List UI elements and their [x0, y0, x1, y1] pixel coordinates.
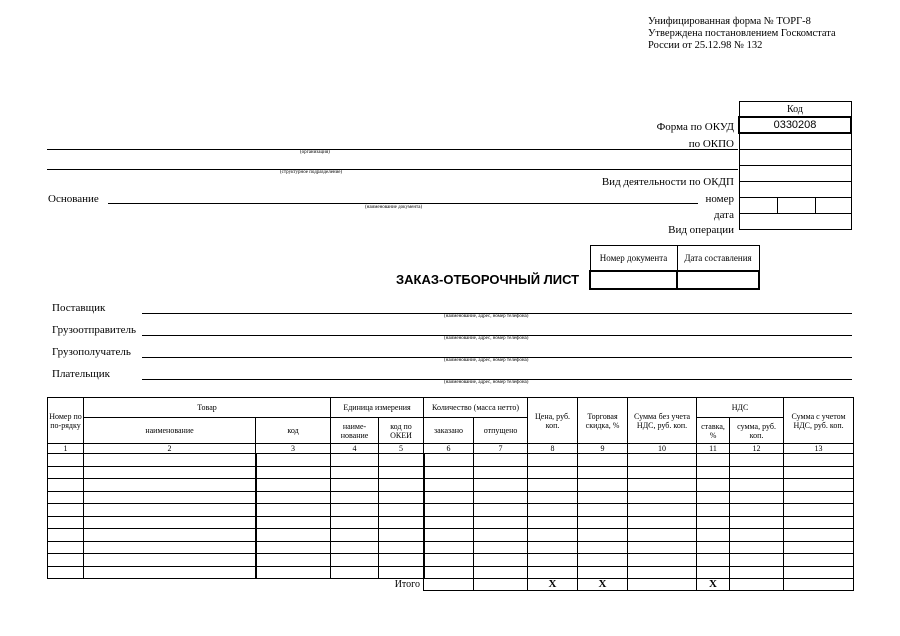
table-cell[interactable] — [578, 491, 628, 504]
table-cell[interactable] — [424, 491, 474, 504]
col-number: 12 — [730, 444, 784, 454]
col-number: 11 — [697, 444, 730, 454]
table-cell[interactable] — [474, 491, 528, 504]
header-qty-ordered: заказано — [424, 418, 474, 444]
table-cell[interactable] — [48, 466, 84, 479]
table-cell[interactable] — [628, 479, 697, 492]
header-price: Цена, руб. коп. — [528, 398, 578, 444]
table-row — [48, 541, 854, 554]
shipper-caption: (наименование, адрес, номер телефона) — [444, 336, 529, 341]
table-cell[interactable] — [528, 516, 578, 529]
table-cell[interactable] — [379, 479, 424, 492]
table-cell[interactable] — [474, 504, 528, 517]
table-cell[interactable] — [578, 466, 628, 479]
col-number: 6 — [424, 444, 474, 454]
table-cell[interactable] — [331, 554, 379, 567]
table-cell[interactable] — [730, 541, 784, 554]
table-row — [48, 454, 854, 467]
table-cell[interactable] — [730, 479, 784, 492]
total-vat-rate-x: X — [697, 579, 730, 591]
table-cell[interactable] — [256, 454, 331, 467]
doc-number-header: Номер документа — [590, 246, 677, 272]
table-cell[interactable] — [730, 491, 784, 504]
doc-number-field[interactable] — [590, 271, 677, 289]
table-cell[interactable] — [331, 516, 379, 529]
col-number: 3 — [256, 444, 331, 454]
table-cell[interactable] — [578, 529, 628, 542]
date-cell-3[interactable] — [815, 198, 851, 214]
table-cell[interactable] — [628, 566, 697, 579]
table-cell[interactable] — [578, 541, 628, 554]
table-cell[interactable] — [256, 566, 331, 579]
okpo-cell[interactable] — [739, 133, 851, 150]
total-sum-novat[interactable] — [628, 579, 697, 591]
table-cell[interactable] — [578, 516, 628, 529]
table-row — [48, 479, 854, 492]
supplier-caption: (наименование, адрес, номер телефона) — [444, 314, 529, 319]
table-cell[interactable] — [424, 454, 474, 467]
table-cell[interactable] — [578, 504, 628, 517]
col-number: 13 — [784, 444, 854, 454]
table-cell[interactable] — [84, 516, 256, 529]
table-cell[interactable] — [730, 454, 784, 467]
col-number: 9 — [578, 444, 628, 454]
table-cell[interactable] — [474, 566, 528, 579]
table-cell[interactable] — [424, 516, 474, 529]
total-ordered[interactable] — [424, 579, 474, 591]
doc-date-header: Дата составления — [677, 246, 759, 272]
okud-value: 0330208 — [739, 117, 851, 133]
organization-caption: (организация) — [300, 150, 330, 155]
total-vat-sum[interactable] — [730, 579, 784, 591]
table-cell[interactable] — [48, 491, 84, 504]
table-cell[interactable] — [48, 504, 84, 517]
table-cell[interactable] — [730, 529, 784, 542]
table-row — [48, 466, 854, 479]
table-cell[interactable] — [528, 566, 578, 579]
consignee-caption: (наименование, адрес, номер телефона) — [444, 358, 529, 363]
table-cell[interactable] — [48, 541, 84, 554]
doc-date-field[interactable] — [677, 271, 759, 289]
col-number: 8 — [528, 444, 578, 454]
header-vat: НДС — [697, 398, 784, 418]
table-cell[interactable] — [424, 504, 474, 517]
total-sum-vat[interactable] — [784, 579, 854, 591]
table-cell[interactable] — [730, 554, 784, 567]
total-released[interactable] — [474, 579, 528, 591]
table-cell[interactable] — [256, 491, 331, 504]
table-cell[interactable] — [784, 466, 854, 479]
table-cell[interactable] — [697, 529, 730, 542]
col-number: 2 — [84, 444, 256, 454]
header-goods: Товар — [84, 398, 331, 418]
table-cell[interactable] — [379, 454, 424, 467]
table-cell[interactable] — [379, 466, 424, 479]
header-unit: Единица измерения — [331, 398, 424, 418]
table-cell[interactable] — [628, 466, 697, 479]
table-row — [48, 554, 854, 567]
table-cell[interactable] — [578, 479, 628, 492]
okdp-cell[interactable] — [739, 166, 851, 182]
basis-line[interactable] — [108, 203, 698, 204]
table-cell[interactable] — [697, 504, 730, 517]
payer-label: Плательщик — [52, 368, 110, 380]
document-title: ЗАКАЗ-ОТБОРОЧНЫЙ ЛИСТ — [396, 272, 580, 287]
table-cell[interactable] — [784, 529, 854, 542]
header-vat-rate: ставка, % — [697, 418, 730, 444]
table-cell[interactable] — [84, 529, 256, 542]
table-cell[interactable] — [784, 566, 854, 579]
table-cell[interactable] — [256, 504, 331, 517]
table-cell[interactable] — [474, 454, 528, 467]
table-cell[interactable] — [697, 491, 730, 504]
table-cell[interactable] — [256, 466, 331, 479]
total-row — [48, 579, 854, 591]
okud-label: Форма по ОКУД — [656, 121, 734, 133]
table-cell[interactable] — [379, 529, 424, 542]
table-cell[interactable] — [331, 466, 379, 479]
table-cell[interactable] — [256, 479, 331, 492]
table-cell[interactable] — [48, 554, 84, 567]
table-cell[interactable] — [730, 516, 784, 529]
col-number: 4 — [331, 444, 379, 454]
total-price-x: X — [528, 579, 578, 591]
table-cell[interactable] — [697, 541, 730, 554]
table-cell[interactable] — [48, 566, 84, 579]
table-cell[interactable] — [784, 454, 854, 467]
header-unit-name: наиме-нование — [331, 418, 379, 444]
header-goods-name: наименование — [84, 418, 256, 444]
table-cell[interactable] — [331, 566, 379, 579]
table-cell[interactable] — [784, 491, 854, 504]
goods-table — [47, 397, 854, 591]
table-cell[interactable] — [697, 566, 730, 579]
table-cell[interactable] — [256, 529, 331, 542]
table-cell[interactable] — [424, 566, 474, 579]
table-cell[interactable] — [379, 566, 424, 579]
table-cell[interactable] — [697, 466, 730, 479]
header-vat-sum: сумма, руб. коп. — [730, 418, 784, 444]
table-cell[interactable] — [331, 454, 379, 467]
nomer-label: номер — [705, 193, 734, 205]
form-header-line3: России от 25.12.98 № 132 — [648, 40, 763, 51]
table-cell[interactable] — [379, 541, 424, 554]
table-cell[interactable] — [528, 554, 578, 567]
table-cell[interactable] — [48, 516, 84, 529]
table-cell[interactable] — [628, 541, 697, 554]
table-cell[interactable] — [84, 466, 256, 479]
table-cell[interactable] — [784, 516, 854, 529]
table-body — [48, 454, 854, 579]
table-cell[interactable] — [424, 479, 474, 492]
department-line[interactable] — [47, 169, 738, 170]
table-cell[interactable] — [528, 541, 578, 554]
table-row — [48, 566, 854, 579]
okpo-label: по ОКПО — [688, 138, 734, 150]
table-cell[interactable] — [628, 454, 697, 467]
header-discount: Торговая скидка, % — [578, 398, 628, 444]
table-cell[interactable] — [528, 504, 578, 517]
table-cell[interactable] — [697, 454, 730, 467]
table-cell[interactable] — [379, 516, 424, 529]
table-row — [48, 516, 854, 529]
table-cell[interactable] — [697, 479, 730, 492]
header-goods-code: код — [256, 418, 331, 444]
table-cell[interactable] — [784, 554, 854, 567]
table-row — [48, 529, 854, 542]
table-cell[interactable] — [578, 454, 628, 467]
table-cell[interactable] — [331, 479, 379, 492]
header-sum-novat: Сумма без учета НДС, руб. коп. — [628, 398, 697, 444]
operation-cell[interactable] — [739, 214, 851, 230]
table-cell[interactable] — [784, 541, 854, 554]
table-cell[interactable] — [730, 504, 784, 517]
table-cell[interactable] — [379, 554, 424, 567]
table-cell[interactable] — [628, 504, 697, 517]
header-sum-vat: Сумма с учетом НДС, руб. коп. — [784, 398, 854, 444]
date-cell-2[interactable] — [777, 198, 815, 214]
department-caption: (структурное подразделение) — [280, 170, 343, 175]
table-cell[interactable] — [528, 466, 578, 479]
table-cell[interactable] — [697, 516, 730, 529]
table-cell[interactable] — [474, 479, 528, 492]
table-cell[interactable] — [628, 529, 697, 542]
table-cell[interactable] — [379, 504, 424, 517]
table-cell[interactable] — [474, 516, 528, 529]
table-cell[interactable] — [528, 479, 578, 492]
table-cell[interactable] — [528, 454, 578, 467]
table-cell[interactable] — [84, 566, 256, 579]
code-header: Код — [739, 102, 851, 118]
form-header — [648, 16, 836, 52]
table-cell[interactable] — [331, 529, 379, 542]
table-cell[interactable] — [474, 541, 528, 554]
header-num: Номер по по-рядку — [48, 398, 84, 444]
table-cell[interactable] — [48, 454, 84, 467]
table-row — [48, 504, 854, 517]
basis-label: Основание — [48, 193, 99, 205]
table-cell[interactable] — [730, 466, 784, 479]
header-qty-released: отпущено — [474, 418, 528, 444]
table-cell[interactable] — [784, 504, 854, 517]
table-cell[interactable] — [578, 554, 628, 567]
col-number: 7 — [474, 444, 528, 454]
table-cell[interactable] — [256, 541, 331, 554]
consignee-label: Грузополучатель — [52, 346, 131, 358]
table-cell[interactable] — [628, 491, 697, 504]
table-cell[interactable] — [528, 529, 578, 542]
form-header-line2: Утверждена постановлением Госкомстата — [648, 28, 836, 39]
table-cell[interactable] — [331, 541, 379, 554]
table-cell[interactable] — [730, 566, 784, 579]
table-cell[interactable] — [84, 479, 256, 492]
col-number: 1 — [48, 444, 84, 454]
table-cell[interactable] — [784, 479, 854, 492]
header-qty: Количество (масса нетто) — [424, 398, 528, 418]
column-numbers-row — [48, 444, 854, 454]
date-label: дата — [713, 209, 734, 221]
operation-label: Вид операции — [668, 224, 734, 236]
table-cell[interactable] — [474, 466, 528, 479]
table-cell[interactable] — [424, 529, 474, 542]
table-row — [48, 491, 854, 504]
header-unit-okei: код по ОКЕИ — [379, 418, 424, 444]
table-cell[interactable] — [331, 491, 379, 504]
table-cell[interactable] — [628, 516, 697, 529]
organization-line[interactable] — [47, 149, 738, 150]
table-cell[interactable] — [84, 491, 256, 504]
table-cell[interactable] — [697, 554, 730, 567]
doc-number-box — [589, 245, 760, 290]
table-cell[interactable] — [424, 466, 474, 479]
table-cell[interactable] — [628, 554, 697, 567]
codes-box — [738, 101, 852, 230]
table-cell[interactable] — [256, 554, 331, 567]
table-cell[interactable] — [84, 504, 256, 517]
table-cell[interactable] — [256, 516, 331, 529]
table-cell[interactable] — [474, 529, 528, 542]
table-cell[interactable] — [379, 491, 424, 504]
col-number: 5 — [379, 444, 424, 454]
shipper-label: Грузоотправитель — [52, 324, 137, 336]
table-cell[interactable] — [84, 541, 256, 554]
col-number: 10 — [628, 444, 697, 454]
table-cell[interactable] — [474, 554, 528, 567]
form-header-line1: Унифицированная форма № ТОРГ-8 — [648, 16, 811, 27]
date-cell-1[interactable] — [739, 198, 777, 214]
table-cell[interactable] — [578, 566, 628, 579]
table-cell[interactable] — [424, 554, 474, 567]
okpo-cell-2[interactable] — [739, 150, 851, 166]
okdp-label: Вид деятельности по ОКДП — [601, 176, 734, 188]
table-cell[interactable] — [84, 554, 256, 567]
table-cell[interactable] — [84, 454, 256, 467]
table-cell[interactable] — [48, 529, 84, 542]
basis-caption: (наименование документа) — [365, 205, 423, 210]
total-discount-x: X — [578, 579, 628, 591]
payer-caption: (наименование, адрес, номер телефона) — [444, 380, 529, 385]
nomer-cell[interactable] — [739, 182, 851, 198]
table-cell[interactable] — [331, 504, 379, 517]
supplier-label: Поставщик — [52, 302, 106, 314]
table-cell[interactable] — [528, 491, 578, 504]
table-cell[interactable] — [424, 541, 474, 554]
total-label: Итого — [394, 579, 421, 591]
table-cell[interactable] — [48, 479, 84, 492]
